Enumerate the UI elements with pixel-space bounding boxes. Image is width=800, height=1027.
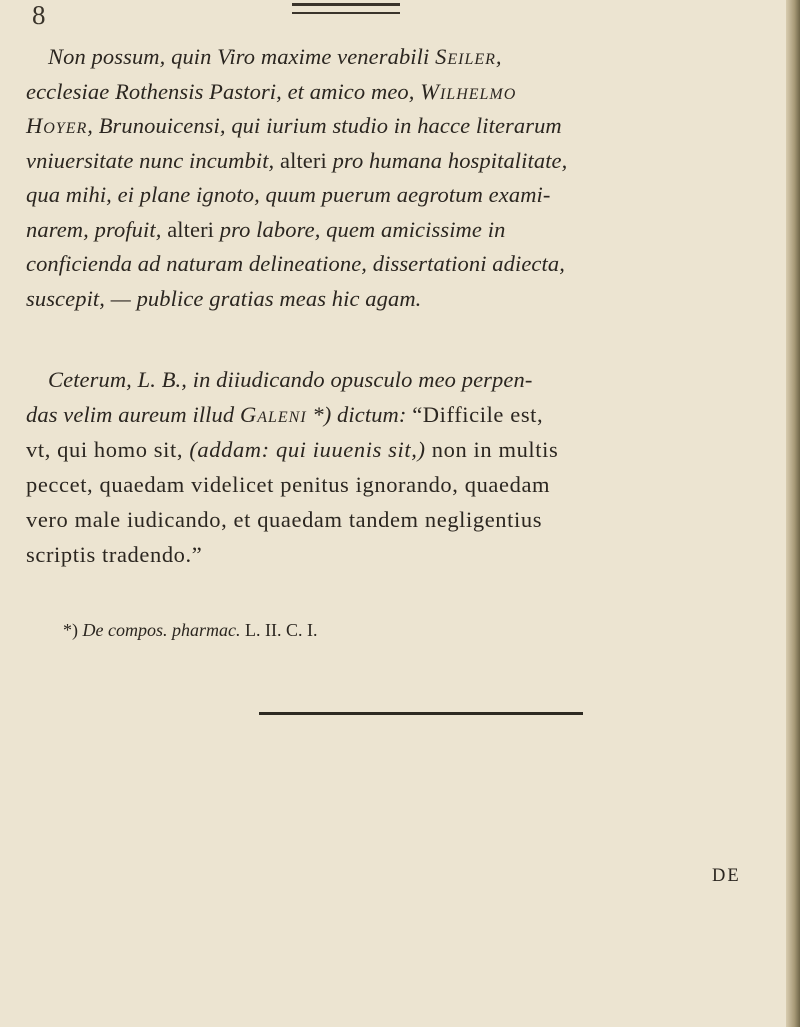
page-number: 8	[32, 0, 46, 30]
text-line: conficienda ad naturam delineatione, dissertationi adiecta,	[26, 251, 565, 276]
footnote	[63, 620, 317, 641]
text-line: peccet, quaedam videlicet penitus ignorando, quaedam	[26, 472, 551, 497]
text-line: narem, profuit, alteri pro labore, quem amicissime in	[26, 216, 506, 242]
acknowledgement-paragraph	[26, 40, 732, 316]
page-edge	[786, 0, 800, 1027]
text-line: Ceterum, L. B., in diiudicando opusculo meo perpen-	[48, 367, 533, 392]
catchword: DE	[712, 866, 741, 886]
footnote-marker: *)	[63, 620, 78, 640]
footnote-reference: L. II. C. I.	[244, 620, 318, 640]
text-line: vniuersitate nunc incumbit, alteri pro humana hospitalitate,	[26, 147, 568, 173]
text-line: vero male iudicando, et quaedam tandem negligentius	[26, 507, 543, 532]
header-rule	[292, 3, 400, 6]
text-line: Hoyer, Brunouicensi, qui iurium studio in hacce literarum	[26, 113, 562, 138]
text-line: ecclesiae Rothensis Pastori, et amico meo, Wilhelmo	[26, 78, 517, 104]
galen-quote-paragraph	[26, 362, 732, 572]
bottom-rule	[259, 712, 583, 715]
text-line: das velim aureum illud Galeni *) dictum: “Difficile est,	[26, 402, 544, 427]
footnote-work: De compos. pharmac.	[82, 620, 241, 640]
text-line: suscepit, — publice gratias meas hic agam.	[26, 285, 422, 311]
text-line: qua mihi, ei plane ignoto, quum puerum aegrotum exami-	[26, 182, 551, 207]
text-line: scriptis tradendo.”	[26, 542, 203, 567]
text-line: Non possum, quin Viro maxime venerabili Seiler,	[48, 44, 502, 69]
text-line: vt, qui homo sit, (addam: qui iuuenis sit,) non in multis	[26, 437, 559, 462]
header-rule	[292, 12, 400, 14]
